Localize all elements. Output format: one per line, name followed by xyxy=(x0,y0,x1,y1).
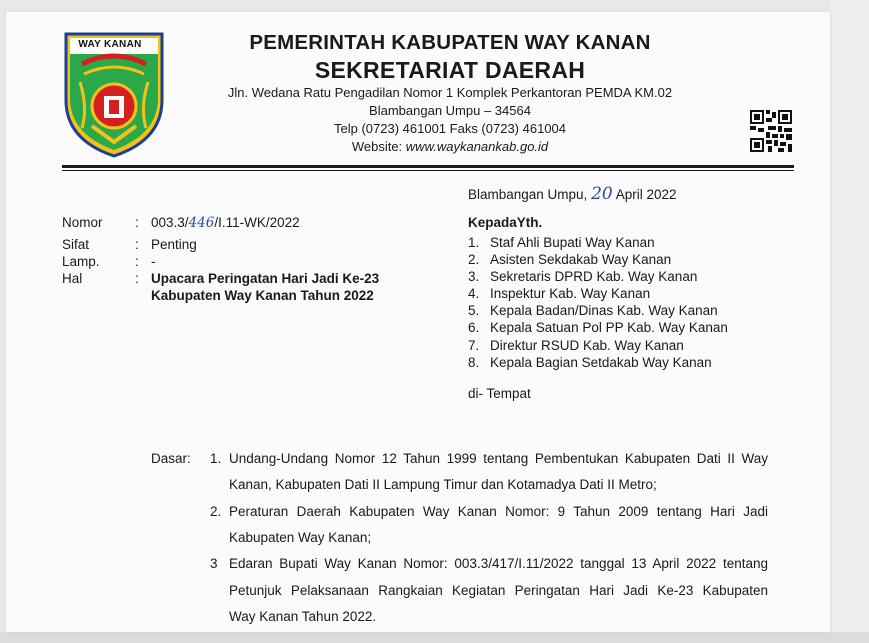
letterhead-subtitle: SEKRETARIAT DAERAH xyxy=(314,57,586,83)
nomor-label: Nomor xyxy=(62,215,103,230)
letterhead-city: Blambangan Umpu – 34564 xyxy=(369,103,531,118)
recipients-list xyxy=(468,234,728,371)
recipients-place: di- Tempat xyxy=(468,386,531,401)
lamp-value: - xyxy=(151,254,156,269)
list-item: 8. Kepala Bagian Setdakab Way Kanan xyxy=(468,354,712,370)
website-label: Website: xyxy=(351,139,403,154)
list-item: 1. Staf Ahli Bupati Way Kanan xyxy=(468,235,655,250)
dasar-item-1-num: 1. xyxy=(210,451,222,466)
handwritten-number: 446 xyxy=(188,215,215,231)
hal-value-line1: Upacara Peringatan Hari Jadi Ke-23 xyxy=(151,271,380,286)
dasar-label: Dasar: xyxy=(151,451,191,466)
list-item: 7. Direktur RSUD Kab. Way Kanan xyxy=(468,337,684,353)
qr-code-icon xyxy=(750,110,792,152)
letterhead-title: PEMERINTAH KABUPATEN WAY KANAN xyxy=(249,31,651,54)
letterhead-rule-thin xyxy=(62,170,794,171)
sifat-label: Sifat xyxy=(62,237,90,252)
website-link: www.waykanankab.go.id xyxy=(405,139,549,154)
sifat-value: Penting xyxy=(151,237,197,252)
letterhead-website xyxy=(190,138,710,156)
dasar-item-2-line1: Peraturan Daerah Kabupaten Way Kanan Nomor: 9 Tahun 2009 tentang Hari Jadi xyxy=(229,504,768,519)
sifat-colon: : xyxy=(135,237,139,252)
dasar-item-3-num: 3 xyxy=(210,556,218,571)
lamp-label: Lamp. xyxy=(62,254,100,269)
list-item: 2. Asisten Sekdakab Way Kanan xyxy=(468,252,672,268)
letter-date: Blambangan Umpu, 20 April 2022 xyxy=(468,184,677,204)
recipients-heading: KepadaYth. xyxy=(468,215,543,230)
handwritten-day: 20 xyxy=(591,184,613,204)
letterhead-address: Jln. Wedana Ratu Pengadilan Nomor 1 Komplek Perkantoran PEMDA KM.02 xyxy=(227,85,673,100)
background-edge-bottom xyxy=(0,632,869,643)
list-item: 6. Kepala Satuan Pol PP Kab. Way Kanan xyxy=(468,320,728,336)
dasar-item-3-line2: Petunjuk Pelaksanaan Rangkaian Kegiatan Peringatan Hari Jadi Ke-23 Kabupaten xyxy=(229,583,768,598)
letterhead-rule-thick xyxy=(62,165,794,168)
list-item: 4. Inspektur Kab. Way Kanan xyxy=(468,286,651,302)
emblem-label: WAY KANAN xyxy=(78,39,142,50)
hal-value-line2: Kabupaten Way Kanan Tahun 2022 xyxy=(151,288,374,303)
nomor-value: 003.3/446/I.11-WK/2022 xyxy=(151,215,300,231)
dasar-item-2-num: 2. xyxy=(210,504,222,519)
hal-label: Hal xyxy=(62,271,83,286)
background-edge xyxy=(830,0,869,643)
list-item: 3. Sekretaris DPRD Kab. Way Kanan xyxy=(468,269,698,285)
letterhead xyxy=(190,30,710,156)
lamp-colon: : xyxy=(135,254,139,269)
hal-colon: : xyxy=(135,271,139,286)
dasar-item-3-line3: Way Kanan Tahun 2022. xyxy=(229,609,377,624)
dasar-item-1-line2: Kanan, Kabupaten Dati II Lampung Timur dan Kotamadya Dati II Metro; xyxy=(229,477,657,492)
dasar-item-1-line1: Undang-Undang Nomor 12 Tahun 1999 tentang Pembentukan Kabupaten Dati II Way xyxy=(229,451,768,466)
dasar-item-2-line2: Kabupaten Way Kanan; xyxy=(229,530,372,545)
dasar-item-3-line1: Edaran Bupati Way Kanan Nomor: 003.3/417/I.11/2022 tanggal 13 April 2022 tentang xyxy=(229,556,768,571)
nomor-colon: : xyxy=(135,215,139,230)
letterhead-phone: Telp (0723) 461001 Faks (0723) 461004 xyxy=(334,121,566,136)
list-item: 5. Kepala Badan/Dinas Kab. Way Kanan xyxy=(468,303,718,319)
